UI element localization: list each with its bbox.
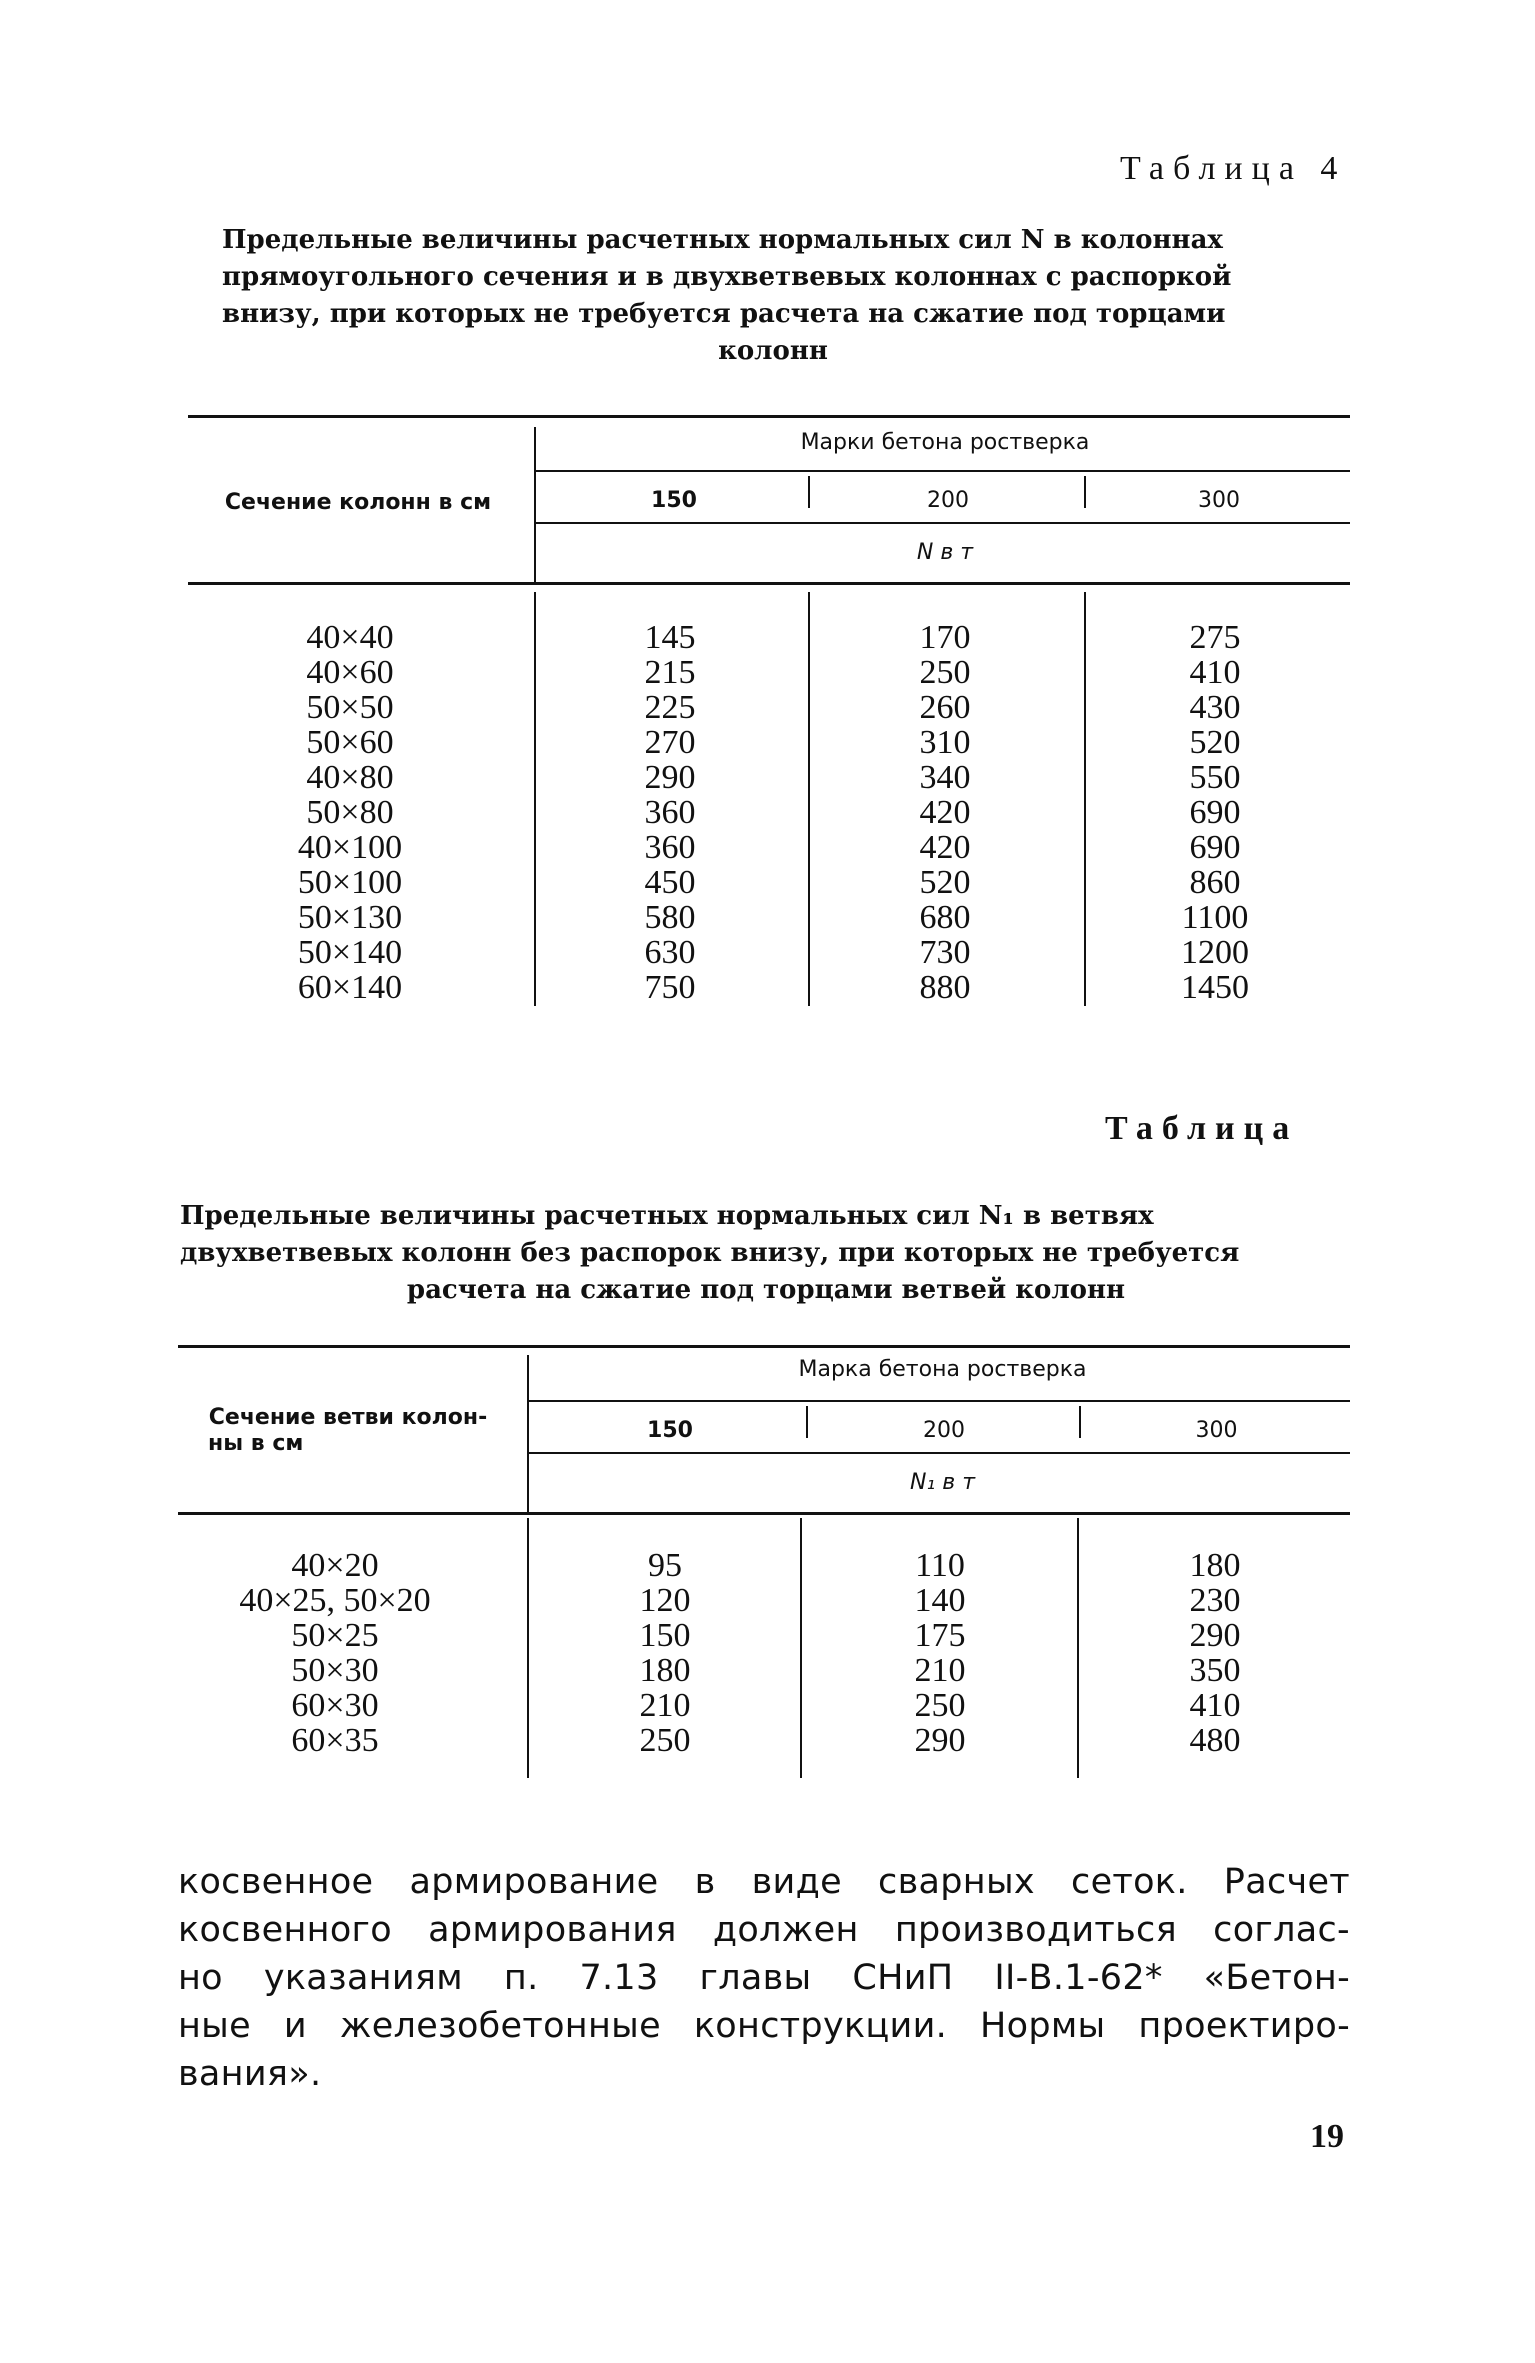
grade-200: 200 bbox=[927, 488, 969, 513]
body-paragraph bbox=[178, 1858, 1350, 2098]
cell: 260 bbox=[919, 689, 971, 726]
divider bbox=[1079, 1406, 1081, 1438]
cell: 50×130 bbox=[297, 899, 403, 936]
cell: 170 bbox=[919, 619, 971, 656]
cell: 40×20 bbox=[291, 1547, 379, 1584]
cell: 310 bbox=[919, 724, 971, 761]
cell: 290 bbox=[914, 1722, 966, 1759]
cell: 40×40 bbox=[306, 619, 394, 656]
cell: 50×60 bbox=[306, 724, 394, 761]
cell: 860 bbox=[1189, 864, 1241, 901]
divider bbox=[808, 476, 810, 508]
cell: 480 bbox=[1189, 1722, 1241, 1759]
grade-150: 150 bbox=[651, 488, 697, 513]
divider bbox=[534, 427, 536, 582]
cell: 580 bbox=[644, 899, 696, 936]
rule bbox=[535, 522, 1350, 524]
cell: 420 bbox=[919, 794, 971, 831]
cell: 1100 bbox=[1181, 899, 1249, 936]
cell: 60×35 bbox=[291, 1722, 379, 1759]
cell: 290 bbox=[644, 759, 696, 796]
body-line: косвенного армирования должен производиться соглас- bbox=[178, 1910, 1350, 1950]
cell: 225 bbox=[644, 689, 696, 726]
cell: 880 bbox=[919, 969, 971, 1006]
column-150 bbox=[560, 620, 780, 1005]
divider bbox=[806, 1406, 808, 1438]
cell: 410 bbox=[1189, 654, 1241, 691]
column-300 bbox=[1105, 1548, 1325, 1758]
cell: 145 bbox=[644, 619, 696, 656]
body-line: косвенное армирование в виде сварных сеток. Расчет bbox=[178, 1862, 1350, 1902]
caption-line: внизу, при которых не требуется расчета на сжатие под торцами bbox=[222, 299, 1226, 329]
cell: 270 bbox=[644, 724, 696, 761]
cell: 40×100 bbox=[297, 829, 403, 866]
cell: 175 bbox=[914, 1617, 966, 1654]
divider bbox=[1084, 592, 1086, 1006]
cell: 250 bbox=[639, 1722, 691, 1759]
divider bbox=[527, 1355, 529, 1512]
caption-line: колонн bbox=[718, 336, 828, 366]
cell: 230 bbox=[1189, 1582, 1241, 1619]
divider bbox=[534, 592, 536, 1006]
cell: 50×100 bbox=[297, 864, 403, 901]
cell: 120 bbox=[639, 1582, 691, 1619]
unit-row: N₁ в т bbox=[909, 1470, 976, 1495]
section-column bbox=[185, 1548, 485, 1758]
cell: 210 bbox=[639, 1687, 691, 1724]
body-line: но указаниям п. 7.13 главы СНиП II-В.1-62* «Бетон- bbox=[178, 1958, 1350, 1998]
section-column bbox=[230, 620, 470, 1005]
caption-line: прямоугольного сечения и в двухветвевых колоннах с распоркой bbox=[222, 262, 1232, 292]
cell: 50×50 bbox=[306, 689, 394, 726]
cell: 410 bbox=[1189, 1687, 1241, 1724]
cell: 40×60 bbox=[306, 654, 394, 691]
header-line: ны в см bbox=[208, 1431, 304, 1456]
cell: 450 bbox=[644, 864, 696, 901]
cell: 60×140 bbox=[297, 969, 403, 1006]
cell: 40×25, 50×20 bbox=[239, 1582, 431, 1619]
cell: 150 bbox=[639, 1617, 691, 1654]
cell: 50×80 bbox=[306, 794, 394, 831]
cell: 1200 bbox=[1181, 934, 1249, 971]
divider bbox=[800, 1518, 802, 1778]
column-150 bbox=[555, 1548, 775, 1758]
cell: 350 bbox=[1189, 1652, 1241, 1689]
page-number: 19 bbox=[1310, 2118, 1344, 2155]
caption-line: расчета на сжатие под торцами ветвей колонн bbox=[406, 1275, 1126, 1305]
table-top-rule bbox=[178, 1345, 1350, 1348]
table-4-label: Таблица 4 bbox=[1120, 150, 1347, 187]
divider bbox=[808, 592, 810, 1006]
divider bbox=[527, 1518, 529, 1778]
cell: 180 bbox=[639, 1652, 691, 1689]
table-4-caption bbox=[222, 222, 1324, 370]
cell: 520 bbox=[919, 864, 971, 901]
header-section bbox=[178, 1405, 518, 1457]
cell: 180 bbox=[1189, 1547, 1241, 1584]
grade-200: 200 bbox=[923, 1418, 965, 1443]
rule bbox=[535, 470, 1350, 472]
grade-150: 150 bbox=[647, 1418, 693, 1443]
unit-row: N в т bbox=[916, 540, 974, 565]
cell: 40×80 bbox=[306, 759, 394, 796]
cell: 360 bbox=[644, 794, 696, 831]
divider bbox=[1084, 476, 1086, 508]
cell: 340 bbox=[919, 759, 971, 796]
body-line: ные и железобетонные конструкции. Нормы проектиро- bbox=[178, 2006, 1350, 2046]
cell: 215 bbox=[644, 654, 696, 691]
header-concrete-grades: Марка бетона ростверка bbox=[798, 1357, 1087, 1382]
cell: 210 bbox=[914, 1652, 966, 1689]
header-concrete-grades: Марки бетона ростверка bbox=[800, 430, 1090, 455]
caption-line: Предельные величины расчетных нормальных сил N в колоннах bbox=[222, 225, 1223, 255]
column-200 bbox=[830, 1548, 1050, 1758]
rule bbox=[528, 1452, 1350, 1454]
divider bbox=[1077, 1518, 1079, 1778]
cell: 50×140 bbox=[297, 934, 403, 971]
header-line: Сечение ветви колон- bbox=[208, 1405, 488, 1430]
cell: 730 bbox=[919, 934, 971, 971]
cell: 690 bbox=[1189, 829, 1241, 866]
cell: 140 bbox=[914, 1582, 966, 1619]
cell: 420 bbox=[919, 829, 971, 866]
cell: 95 bbox=[648, 1547, 682, 1584]
cell: 520 bbox=[1189, 724, 1241, 761]
table-5-label: Таблица bbox=[1105, 1110, 1299, 1147]
column-300 bbox=[1105, 620, 1325, 1005]
cell: 290 bbox=[1189, 1617, 1241, 1654]
cell: 680 bbox=[919, 899, 971, 936]
header-bottom-rule bbox=[178, 1512, 1350, 1515]
cell: 250 bbox=[914, 1687, 966, 1724]
header-section: Сечение колонн в см bbox=[224, 490, 492, 515]
cell: 110 bbox=[915, 1547, 965, 1584]
table-5-caption bbox=[180, 1198, 1352, 1309]
caption-line: Предельные величины расчетных нормальных сил N₁ в ветвях bbox=[180, 1201, 1154, 1231]
grade-300: 300 bbox=[1198, 488, 1240, 513]
caption-line: двухветвевых колонн без распорок внизу, при которых не требуется bbox=[180, 1238, 1240, 1268]
body-line: вания». bbox=[178, 2054, 322, 2094]
cell: 750 bbox=[644, 969, 696, 1006]
cell: 430 bbox=[1189, 689, 1241, 726]
cell: 1450 bbox=[1181, 969, 1249, 1006]
cell: 50×30 bbox=[291, 1652, 379, 1689]
cell: 690 bbox=[1189, 794, 1241, 831]
cell: 360 bbox=[644, 829, 696, 866]
cell: 60×30 bbox=[291, 1687, 379, 1724]
column-200 bbox=[835, 620, 1055, 1005]
cell: 630 bbox=[644, 934, 696, 971]
cell: 250 bbox=[919, 654, 971, 691]
table-top-rule bbox=[188, 415, 1350, 418]
cell: 50×25 bbox=[291, 1617, 379, 1654]
header-bottom-rule bbox=[188, 582, 1350, 585]
cell: 275 bbox=[1189, 619, 1241, 656]
cell: 550 bbox=[1189, 759, 1241, 796]
rule bbox=[528, 1400, 1350, 1402]
grade-300: 300 bbox=[1195, 1418, 1238, 1443]
